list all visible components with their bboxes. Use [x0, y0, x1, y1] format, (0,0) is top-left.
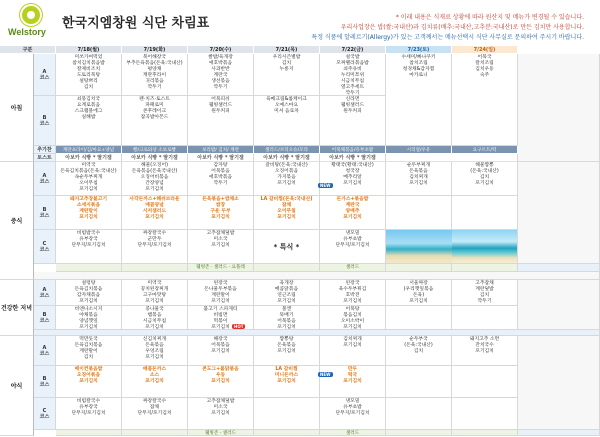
breakfast-a-cell: 설국밥 모짜렐라볶음밥 쇠주유비 누리미쪼위 시금치무침 열고추세트 깍두기 — [320, 54, 386, 96]
lunch-b-cell — [386, 196, 452, 230]
day-header-label: 구분 — [0, 46, 56, 54]
night-footer-cell — [56, 430, 122, 436]
night-c-cell: 고추잡채덮밥 미소국 포기김치 — [188, 398, 254, 430]
lunch-footer-cell: 샐러드 — [320, 264, 386, 272]
night-b-cell: 매콤돈까스 소스 포기김치 — [122, 366, 188, 398]
course-a: A 코스 — [34, 336, 56, 366]
course-b: B 코스 — [34, 196, 56, 230]
lunch-footer-cell — [122, 264, 188, 272]
breakfast-b-cell: 신라면 웰빙샐러드 원두커피 — [320, 96, 386, 146]
night-b-cell: 콘도그+불닭볶음 우동 포기김치 — [188, 366, 254, 398]
breakfast-b-cell: 어묵피쉬 웰빙샐러드 원두커피 — [188, 96, 254, 146]
night-a-cell: 떡만둣국 돈육김치볶음 계란말이 김치 — [56, 336, 122, 366]
breakfast-weekend-cell: 수세미/빠나쿠키 참치조림 청경채&감자찜 마카로니 — [386, 54, 452, 146]
night-footer-cell — [452, 430, 518, 436]
night-b-cell: 베이컨볶음밥 오징어볶음 포기김치 — [56, 366, 122, 398]
extra-side-cell: 계란프라이/김/마요+양념 — [56, 146, 122, 154]
section-breakfast: 아침 — [0, 54, 34, 162]
lunch-b-cell: LA 갈비찜(돈육:국내산) 잡채 오이무침 포기김치 — [254, 196, 320, 230]
menu-table — [0, 46, 600, 436]
dinner-b-cell — [452, 306, 518, 330]
breakfast-a-cell: 미쏘가여먹었 참치김치볶음밥 칼제비조치 도토리묵탕 설탕쁘리 김치 — [56, 54, 122, 96]
extra-side-cell: 어묵채볶음/유부초밥 — [320, 146, 386, 154]
breakfast-a-cell: 우리시즌별밥 김치 누룽지 — [254, 54, 320, 96]
menu-header — [0, 0, 600, 44]
lunch-spacer — [518, 162, 600, 264]
section-night: 야식 — [0, 336, 34, 436]
day-header: 7/18(월) — [56, 46, 122, 54]
toast-cell — [386, 154, 518, 162]
night-a-cell: 순두부국 (돈육:국내산) 김치 — [386, 336, 452, 366]
day-header: 7/21(목) — [254, 46, 320, 54]
night-c-cell — [254, 398, 320, 430]
extra-side-cell: 시리얼/우유 — [386, 146, 452, 154]
notice-kimchi: 우리사업장은 밥(쌀:국내산)과 김치류(배추:국내산,고추분:국내산)로 만든 김치만 사용합니다. — [340, 24, 584, 31]
toast-cell: 아보카 식빵 * 딸기잼 — [56, 154, 122, 162]
lunch-footer-cell — [518, 264, 600, 272]
dinner-a-cell: 서울짜장 (우리깻잎볶음 돈육) 포기김치 — [386, 280, 452, 306]
dinner-a-cell: 육개장 매콤닭볶음 연근조림 포기김치 — [254, 280, 320, 306]
course-c: C 코스 — [34, 398, 56, 430]
day-header: 7/20(수) — [188, 46, 254, 54]
lunch-b-cell: 사각돈까스+해쉬브라운 매콤양념 시저샐러드 포기김치 — [122, 196, 188, 230]
lunch-a-cell: 해물짬뽕 (돈육:국내산) 김치 포기김치 — [452, 162, 518, 196]
night-footer-cell — [518, 430, 600, 436]
night-c-cell — [386, 398, 452, 430]
course-b: B 코스 — [34, 96, 56, 146]
beach-image — [452, 230, 518, 264]
night-footer-cell — [122, 430, 188, 436]
lunch-c-cell: 냉모밀 유부초밥 단무지/포기김치 — [320, 230, 386, 264]
dinner-a-cell: 미역국 꽁치된장찌개 고구마맛탕 포기김치 — [122, 280, 188, 306]
night-c-cell — [452, 398, 518, 430]
course-a: A 코스 — [34, 280, 56, 306]
breakfast-b-cell: 육메크림&롤케이크 오예스마요 미셔 음료차 — [254, 96, 320, 146]
night-b-cell — [386, 366, 452, 398]
breakfast-spacer — [518, 54, 600, 162]
lunch-c-cell: 비빔밥국수 유부장국 단무지/포기김치 — [56, 230, 122, 264]
night-a-cell: 짬뽕탕 돈육볶음 포기김치 — [254, 336, 320, 366]
course-b: B 코스 — [34, 306, 56, 330]
extra-side-cell: 빵/크로와상 소보로빵 — [122, 146, 188, 154]
course-c: C 코스 — [34, 230, 56, 264]
section-health-dinner: 건강한 저녁 — [0, 280, 34, 336]
lunch-a-cell: 황태국(황태:국내산) 청국장 메추리알 포기김치 — [320, 162, 386, 196]
lunch-footer-cell: 웰빙존 · 샐러드 · 요플레 — [188, 264, 254, 272]
lunch-footer-cell — [56, 264, 122, 272]
extra-side-cell: 보리밥/ 김치/ 계란 — [188, 146, 254, 154]
dinner-a-cell: 된장국 육수두부튀김 호박전 포기김치 — [320, 280, 386, 306]
hot-badge: HOT — [234, 324, 244, 329]
breakfast-b-cell: 펜·치즈·토스트 파패로미 콘후레이크 잡곡밥아몬드 — [122, 96, 188, 146]
dinner-b-cell: 불고기 스파게티 비빔면 떡볶이 포기김치 — [188, 306, 254, 330]
lunch-b-cell: 돈가스+볶음밥 계란국 양배추 포기김치 — [320, 196, 386, 230]
dinner-b-cell: 어묵탕 볶음김치 오이소박이 포기김치 — [320, 306, 386, 330]
lunch-a-cell: 미역국 돈육김치볶음(돈육:국내산) 속순두부찌개 오이무침 포기김치 — [56, 162, 122, 196]
special-menu: * 특식 * — [254, 230, 320, 264]
beach-image — [386, 230, 452, 264]
night-a-cell: 돼지고추 소면 잔치국수 포기김치 — [452, 336, 518, 366]
new-badge: NEW — [320, 183, 331, 188]
night-c-cell: 비빔칼국수 유부장국 단무지/포기김치 — [56, 398, 122, 430]
night-footer-cell: 샐러드 — [320, 430, 386, 436]
toast-cell: 아보카 식빵 * 딸기잼 — [188, 154, 254, 162]
night-spacer — [518, 336, 600, 430]
dinner-b-cell — [386, 306, 452, 330]
section-lunch: 중식 — [0, 162, 34, 280]
welstory-logo: Welstory — [8, 4, 56, 40]
lunch-a-cell: 순두부찌개 돈육볶음 김치찌개 포기김치 — [386, 162, 452, 196]
course-extra: 추가찬 — [34, 146, 56, 154]
dinner-a-cell: 된장국 돈나물두부볶음 계란말이 포기김치 — [188, 280, 254, 306]
night-footer-cell: 웰빙존 · 샐러드 — [188, 430, 254, 436]
breakfast-weekend-cell: 어묵국 칼치조림 김치우동 숙주 — [452, 54, 518, 146]
breakfast-a-cell: 북어해장국 부추돈육볶음(돈육:국내산) 평양채 계란후라이 귀리볶음 깍두기 — [122, 54, 188, 96]
page-title: 한국지엠창원 식단 차림표 — [62, 16, 210, 31]
course-toast: 토스트 — [34, 154, 56, 162]
dinner-b-cell: 볼캔 뚝배기 어묵볶음 포기김치 — [254, 306, 320, 330]
night-a-cell: 해장국 어묵볶음 포기김치 — [188, 336, 254, 366]
dinner-b-cell: 비엔나소시지 야채볶음 양념깻잎 포기김치 — [56, 306, 122, 330]
dinner-b-cell: 콩나물국 햄볶음 시금치무침 포기김치 — [122, 306, 188, 330]
toast-cell: 아보카 식빵 * 딸기잼 — [320, 154, 386, 162]
night-footer-cell — [254, 430, 320, 436]
day-header: 7/23(토) — [386, 46, 452, 54]
day-header: 7/19(화) — [122, 46, 188, 54]
lunch-b-cell: 돼지고추장불고기 소세지볶음 계란말이 포기김치 — [56, 196, 122, 230]
toast-cell: 아보카 식빵 * 딸기잼 — [254, 154, 320, 162]
day-header: 7/22(금) — [320, 46, 386, 54]
course-a: A 코스 — [34, 54, 56, 96]
lunch-b-cell — [452, 196, 518, 230]
night-c-cell: 냉모밀 유부초밥 단무지/포기김치 — [320, 398, 386, 430]
night-footer-cell — [386, 430, 452, 436]
breakfast-b-cell: 쇠뭉김치국 요계로볶음 스크램블에그 실해밥 — [56, 96, 122, 146]
lunch-footer-cell — [254, 264, 320, 272]
course-b: B 코스 — [34, 366, 56, 398]
lunch-footer-cell — [452, 264, 518, 272]
night-b-cell — [452, 366, 518, 398]
dinner-a-cell: 설렁탕 돈육김치볶음 감자채볶음 포기김치 — [56, 280, 122, 306]
night-b-cell: 만두 떡국 포기김치 — [320, 366, 386, 398]
lunch-a-cell: 갈비탕(돈육:국내산) 오징어볶음 가지볶음 포기김치 — [254, 162, 320, 196]
breakfast-a-cell: 쌀밥/육개장 애호박볶음 사과반반 계란국 생선볶음 깍두기 — [188, 54, 254, 96]
night-b-cell: LA 갈비찜 미니돈까스 포기김치 — [254, 366, 320, 398]
night-c-cell: 짜장칼국수 잡채 단무지/포기김치 — [122, 398, 188, 430]
lunch-c-cell: 짜장칼국수 군만두 단무지/포기김치 — [122, 230, 188, 264]
lunch-a-cell: 해물(오징어) 돈육볶음(돈육국내산) 오징어비볶음 간장양념 포기김치 — [122, 162, 188, 196]
extra-side-cell: 요구르트/떡 — [452, 146, 518, 154]
lunch-footer-cell — [386, 264, 452, 272]
dinner-a-cell: 고추잡채 계란덮밥 김치 깍두기 — [452, 280, 518, 306]
lunch-a-cell: 감자탕 어묵볶음 애호박볶음 깍두기 — [188, 162, 254, 196]
divider-row — [34, 272, 600, 280]
night-a-cell: 신김치찌개 돈육볶음 우엉조림 포기김치 — [122, 336, 188, 366]
course-a: A 코스 — [34, 162, 56, 196]
dinner-spacer — [518, 280, 600, 330]
new-badge: NEW — [320, 372, 331, 377]
extra-side-cell: 샐러드/브리오슈/모라 — [254, 146, 320, 154]
notice-origin: * 이래 내용은 식재료 상황에 따라 원산지 및 메뉴가 변경될 수 있습니다. — [395, 14, 584, 21]
notice-allergy: 특정 식품에 알레르기(Allergy)가 있는 고객께서는 메뉴선택시 식단 사무실로 문의하여 주시기 바랍니다. — [311, 34, 584, 41]
toast-cell: 아보카 식빵 * 딸기잼 — [122, 154, 188, 162]
lunch-c-cell: 고추잡채덮밥 미소국 포기김치 — [188, 230, 254, 264]
night-a-cell: 김치찌개 포기김치 — [320, 336, 386, 366]
lunch-b-cell: 돈육볶음+쌈채소 쌈장 구운 두부 포기김치 — [188, 196, 254, 230]
day-header: 7/24(일) — [452, 46, 518, 54]
